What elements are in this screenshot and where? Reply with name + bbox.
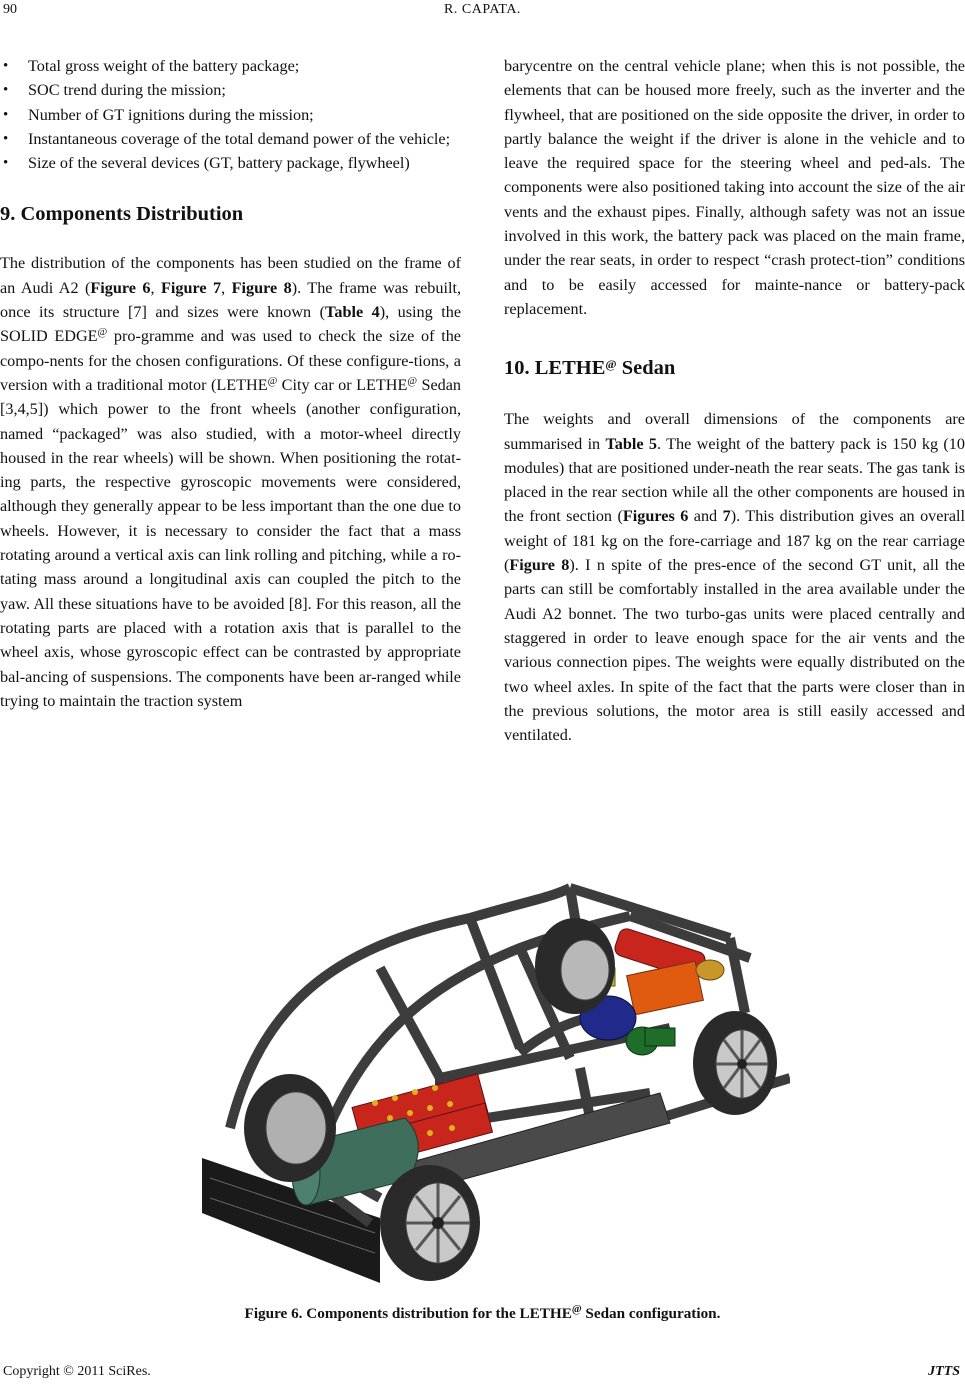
section-heading-10: 10. LETHE@ Sedan: [504, 357, 676, 380]
figure-ref[interactable]: Figures 6: [622, 507, 689, 526]
wheel-rear-right: [693, 1011, 777, 1115]
list-item: • SOC trend during the mission;: [0, 78, 461, 102]
list-item: • Size of the several devices (GT, battery package, flywheel): [0, 151, 461, 175]
page-number: 90: [3, 2, 17, 17]
left-column: [0, 54, 461, 713]
journal-name: JTTS: [928, 1364, 960, 1379]
wheel-rear-left: [535, 918, 615, 1014]
page-header: [0, 2, 965, 24]
wheel-front-right: [380, 1165, 480, 1281]
section-9-paragraph: The distribution of the components has been studied on the frame of an Audi A2 (Figure 6, Figure 7, Figure 8). The frame was rebuilt, once its structure [7] and sizes were known (Table 4), using the SOLID EDGE@ pro-gramme and was used to check the size of the compo-nents for the chosen configurations. Of these configure-tions, a version with a traditional motor (LETHE@ City car or LETHE@ Sedan [3,4,5]) which power to the front wheels (another configuration, named “packaged” was also studied, with a motor-wheel directly housed in the rear wheels) will be shown. When positioning the rotat-ing parts, the respective gyroscopic movements were considered, although they generally appear to be less important than the one due to wheels. However, it is necessary to consider the fact that a mass rotating around a vertical axis can link rolling and pitching, while a ro-tating mass around a longitudinal axis can coupled the pitch to the yaw. All these situations have to be avoided [8]. For this reason, all the rotating parts are placed with a rotation axis that is parallel to the wheel axis, whose gyroscopic effect can be contrasted by appropriate bal-ancing of suspensions. The components have been ar-ranged while trying to maintain the traction system: [0, 254, 462, 710]
copyright-text: Copyright © 2011 SciRes.: [3, 1364, 151, 1379]
section-10-paragraph: The weights and overall dimensions of the components are summarised in Table 5. The weight of the battery pack is 150 kg (10 modules) that are positioned under-neath the rear seats. The gas tank is placed in the rear section while all the other components are housed in the front section (Figures 6 and 7). This distribution gives an overall weight of 181 kg on the fore-carriage and 187 kg on the rear carriage (Figure 8). I n spite of the pres-ence of the second GT unit, all the parts can still be comfortably installed in the area available under the Audi A2 bonnet. The two turbo-gas units were placed centrally and staggered in order to leave enough space for the air vents and the various connection pipes. The weights were equally distributed on the two wheel axles. In spite of the fact that the parts were closer than in the previous solutions, the motor area is still easily accessed and ventilated.: [504, 410, 965, 745]
running-head: R. CAPATA.: [444, 2, 521, 17]
bullet-list: [0, 54, 461, 175]
figure-ref[interactable]: Figure 8: [509, 556, 570, 575]
section-heading-9: 9. Components Distribution: [0, 203, 244, 226]
figure-6-car-frame: [190, 878, 790, 1296]
wheel-front-left: [244, 1074, 336, 1182]
list-item: • Number of GT ignitions during the mission;: [0, 103, 461, 127]
car-frame-illustration: [190, 878, 790, 1296]
figure-ref[interactable]: Figure 6: [90, 278, 151, 297]
figure-ref[interactable]: 7: [722, 507, 731, 526]
list-item: • Total gross weight of the battery package;: [0, 54, 461, 78]
figure-ref[interactable]: Figure 7: [161, 278, 222, 297]
figure-caption: Figure 6. Components distribution for the LETHE@ Sedan configuration.: [244, 1304, 721, 1322]
list-item: • Instantaneous coverage of the total demand power of the vehicle;: [0, 127, 461, 151]
right-column: [504, 54, 965, 747]
table-ref[interactable]: Table 5: [605, 434, 658, 453]
table-ref[interactable]: Table 4: [325, 303, 380, 322]
section-9-continuation: barycentre on the central vehicle plane; when this is not possible, the elements that can be housed more freely, such as the inverter and the flywheel, that are positioned on the side opposite the driver, in order to partly balance the weight if the driver is alone in the vehicle and to leave the required space for the steering wheel and ped-als. The components were also positioned taking into account the size of the air vents and the exhaust pipes. Finally, although safety was not an issue involved in this work, the battery pack was placed on the main frame, under the rear seats, in order to respect “crash protect-tion” conditions and to be easily accessed for mainte-nance or battery-pack replacement.: [504, 57, 965, 318]
figure-ref[interactable]: Figure 8: [231, 278, 292, 297]
